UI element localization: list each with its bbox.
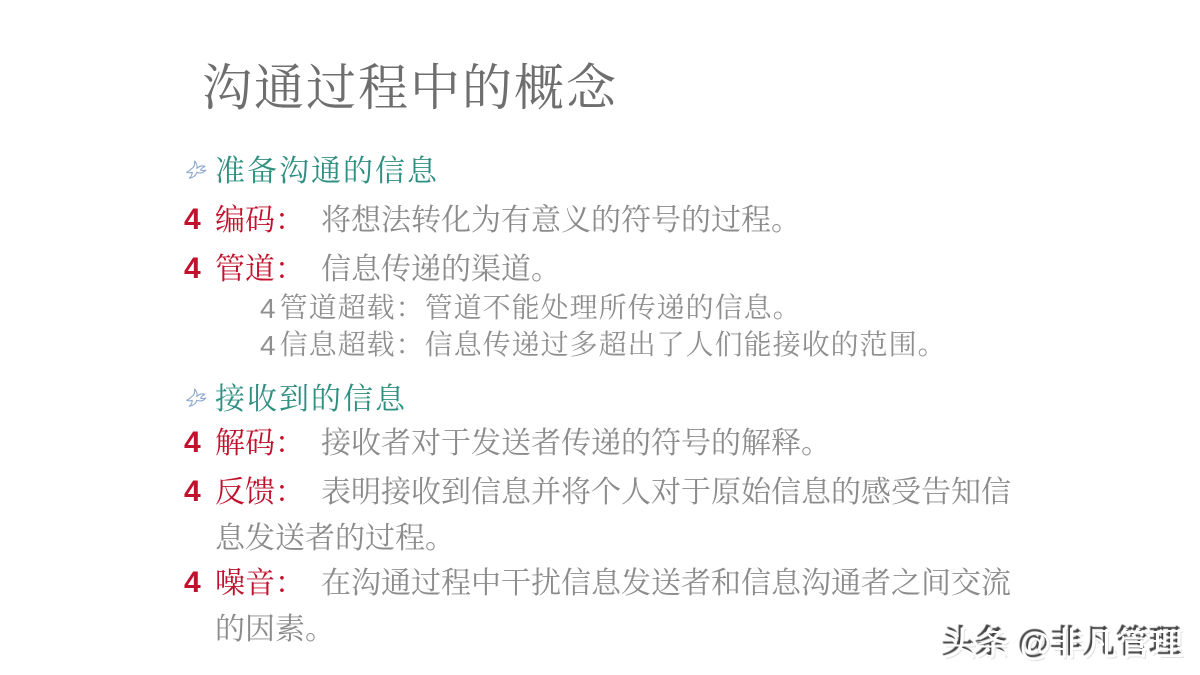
bullet-desc-line2: 的因素。 <box>215 613 335 646</box>
bullet-text <box>215 198 801 244</box>
subbullet-marker: 4 <box>260 293 276 324</box>
bullet-text <box>215 470 1011 562</box>
bullet-marker: 4 <box>184 252 201 285</box>
subbullet-marker: 4 <box>260 330 276 361</box>
subbullet-info-overload <box>260 326 947 366</box>
subbullet-channel-overload <box>260 289 802 329</box>
bullet-term: 解码： <box>215 427 305 460</box>
bullet-term: 管道： <box>215 253 305 286</box>
bullet-desc-line1: 表明接收到信息并将个人对于原始信息的感受告知信 <box>321 476 1011 509</box>
bullet-noise <box>184 561 1011 653</box>
bullet-marker: 4 <box>184 426 201 459</box>
bullet-marker: 4 <box>184 475 201 508</box>
bullet-feedback <box>184 470 1011 562</box>
bullet-decoding <box>184 421 831 467</box>
page-title: 沟通过程中的概念 <box>202 60 618 116</box>
section-header-label: 接收到的信息 <box>215 383 407 416</box>
bullet-encoding <box>184 198 801 244</box>
bullet-desc-line1: 在沟通过程中干扰信息发送者和信息沟通者之间交流 <box>321 567 1011 600</box>
section-header-label: 准备沟通的信息 <box>215 155 439 188</box>
bullet-desc: 将想法转化为有意义的符号的过程。 <box>321 204 801 237</box>
bullet-term: 噪音： <box>215 567 305 600</box>
bullet-channel <box>184 247 561 293</box>
watermark: 头条 @非凡管理 <box>943 626 1184 662</box>
dove-icon <box>184 383 208 413</box>
dove-icon <box>184 155 208 185</box>
bullet-text <box>215 561 1011 653</box>
bullet-marker: 4 <box>184 566 201 599</box>
bullet-desc: 接收者对于发送者传递的符号的解释。 <box>321 427 831 460</box>
bullet-term: 编码： <box>215 204 305 237</box>
bullet-desc: 信息传递的渠道。 <box>321 253 561 286</box>
section-header-1 <box>184 152 439 192</box>
bullet-term: 反馈： <box>215 476 305 509</box>
bullet-text <box>215 421 831 467</box>
subbullet-text: 管道超载：管道不能处理所传递的信息。 <box>279 293 802 324</box>
bullet-text <box>215 247 561 293</box>
section-header-2 <box>184 380 407 420</box>
subbullet-text: 信息超载：信息传递过多超出了人们能接收的范围。 <box>279 330 947 361</box>
bullet-desc-line2: 息发送者的过程。 <box>215 522 455 555</box>
bullet-marker: 4 <box>184 203 201 236</box>
